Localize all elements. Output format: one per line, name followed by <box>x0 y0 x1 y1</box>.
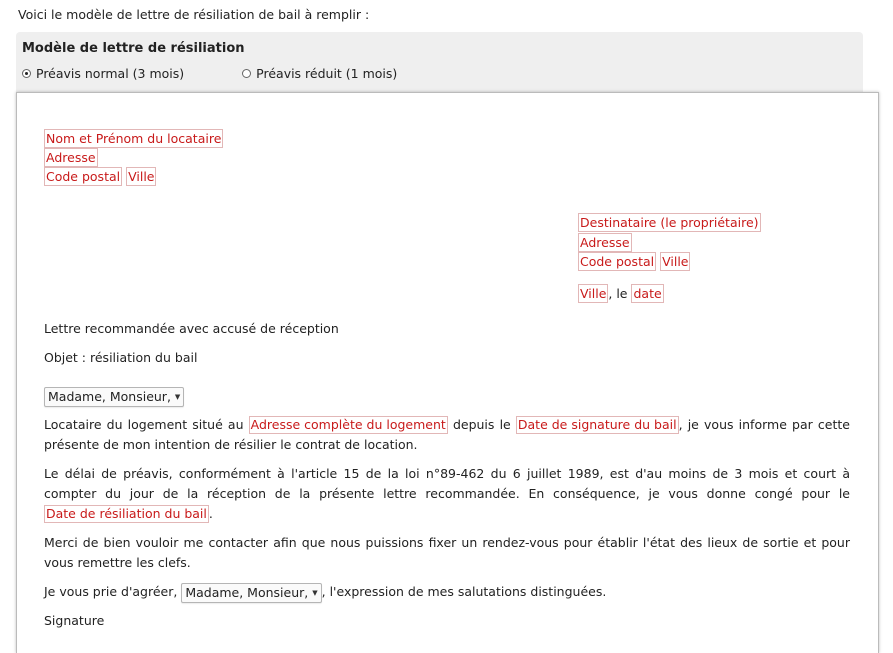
radio-normal-notice[interactable] <box>22 66 184 81</box>
paragraph-4 <box>44 582 606 603</box>
dwelling-address-field[interactable]: Adresse complète du logement <box>250 417 446 432</box>
paragraph-text: Locataire du logement situé au <box>44 417 249 432</box>
paragraph-3: Merci de bien vouloir me contacter afin que nous puissions fixer un rendez-vous pour établir l'état des lieux de sortie et pour vous remettre les clefs. <box>44 535 850 570</box>
place-field[interactable]: Ville <box>580 286 607 301</box>
radio-label: Préavis réduit (1 mois) <box>256 66 398 81</box>
paragraph-1 <box>44 415 850 455</box>
radio-button[interactable] <box>242 69 251 78</box>
notice-type-options <box>22 66 397 81</box>
subject-line: Objet : résiliation du bail <box>44 350 198 365</box>
paragraph-text: Je vous prie d'agréer, <box>44 584 182 599</box>
salutation-select[interactable] <box>44 387 184 407</box>
chevron-down-icon: ▼ <box>174 393 181 401</box>
letter-document <box>16 92 879 653</box>
date-separator: , le <box>608 286 632 301</box>
signature-line: Signature <box>44 613 105 628</box>
sender-postal-code-field[interactable]: Code postal <box>46 169 121 184</box>
radio-button-selected[interactable] <box>22 69 31 78</box>
recipient-city-field[interactable]: Ville <box>662 254 689 269</box>
sender-name-field[interactable]: Nom et Prénom du locataire <box>46 131 222 146</box>
lease-signature-date-field[interactable]: Date de signature du bail <box>517 417 677 432</box>
radio-reduced-notice[interactable] <box>242 66 397 81</box>
recipient-postal-code-field[interactable]: Code postal <box>580 254 655 269</box>
paragraph-text: depuis le <box>447 417 516 432</box>
panel-title: Modèle de lettre de résiliation <box>22 41 245 56</box>
intro-text: Voici le modèle de lettre de résiliation de bail à remplir : <box>18 7 370 22</box>
sender-address-field[interactable]: Adresse <box>46 150 96 165</box>
chevron-down-icon: ▼ <box>312 588 318 597</box>
date-field[interactable]: date <box>633 286 662 301</box>
recipient-address-field[interactable]: Adresse <box>580 235 630 250</box>
paragraph-text: Le délai de préavis, conformément à l'article 15 de la loi n°89-462 du 6 juillet 1989, est d'au moins de 3 mois et court à compter du jour de la réception de la présente lettre recommandée. En conséquence, je vous donne congé pour le <box>44 466 850 501</box>
recipient-name-field[interactable]: Destinataire (le propriétaire) <box>580 215 759 230</box>
radio-label: Préavis normal (3 mois) <box>36 66 185 81</box>
paragraph-text: . <box>208 506 213 521</box>
closing-salutation-select[interactable] <box>181 583 321 603</box>
paragraph-text: , je vous informe par cette présente de mon intention de résilier le contrat de location. <box>44 417 850 452</box>
salutation-select-value: Madame, Monsieur, <box>48 389 171 404</box>
termination-date-field[interactable]: Date de résiliation du bail <box>46 506 207 521</box>
paragraph-2 <box>44 464 850 524</box>
registered-mail-line: Lettre recommandée avec accusé de réception <box>44 321 339 336</box>
paragraph-text: , l'expression de mes salutations distinguées. <box>321 584 607 599</box>
sender-city-field[interactable]: Ville <box>128 169 155 184</box>
closing-select-value: Madame, Monsieur, <box>185 584 309 600</box>
